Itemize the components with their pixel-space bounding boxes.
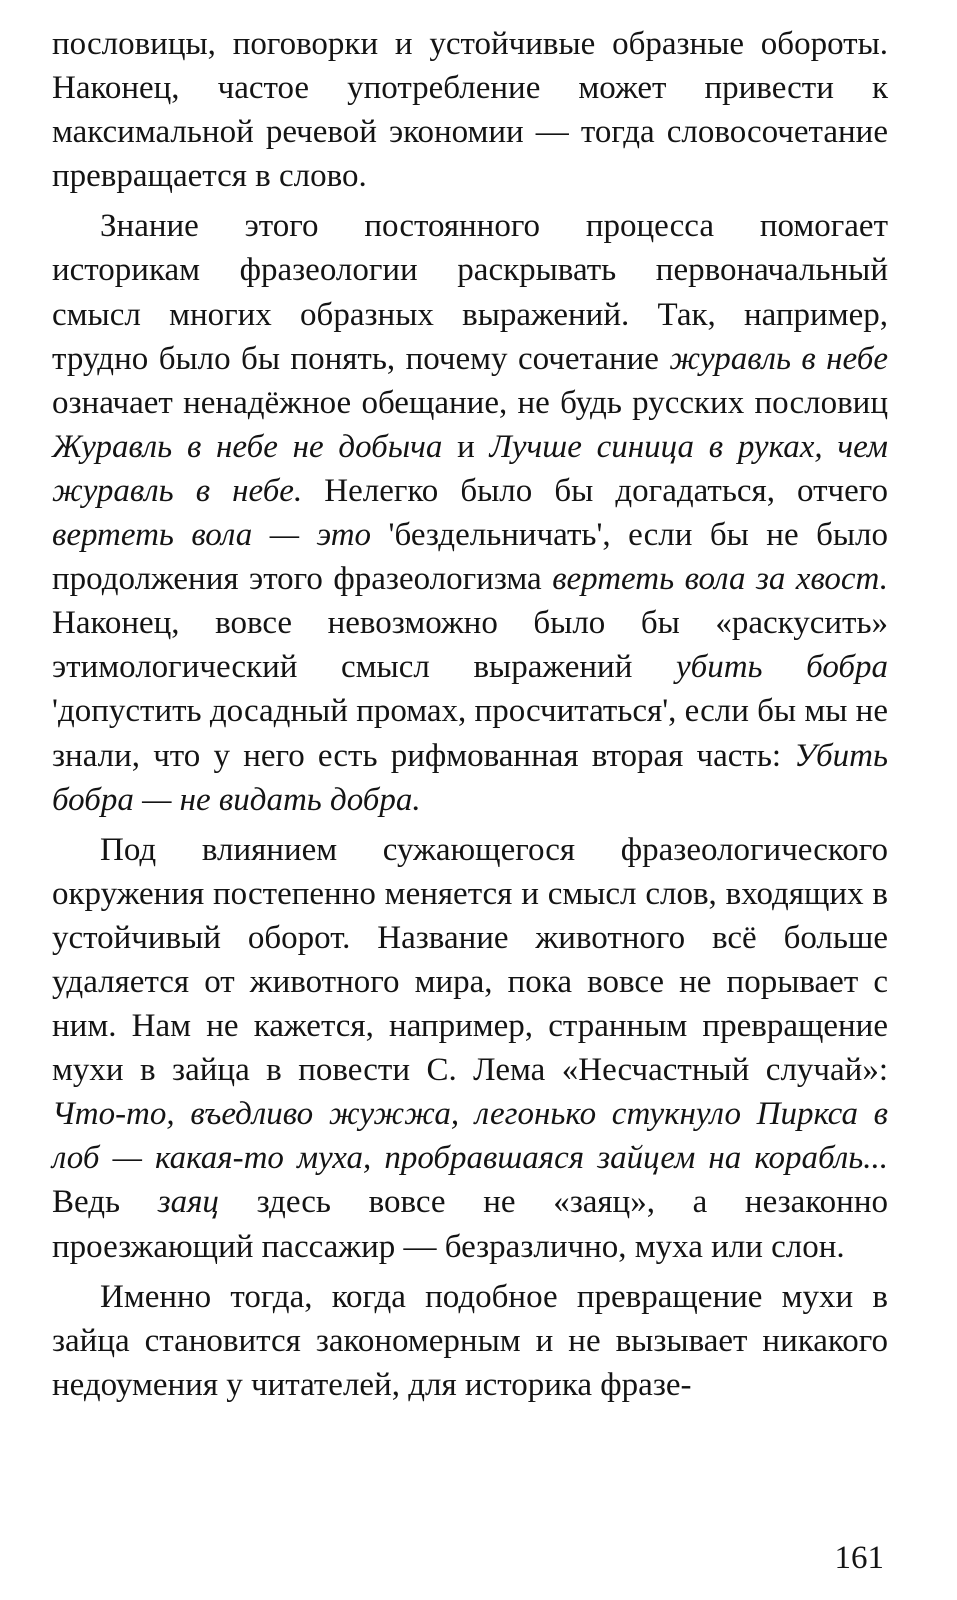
page-number: 161: [834, 1540, 884, 1576]
paragraph-2: [52, 204, 888, 821]
italic-phrase: Лучше синица в руках, чем журавль в небе.: [52, 428, 888, 509]
italic-phrase: вертеть вола — это: [52, 517, 372, 554]
text-segment: пословицы, поговорки и устойчивые образные обороты. Наконец, частое употребление может привести к максимальной речевой экономии — тогда словосочетание превращается в слово.: [52, 26, 888, 195]
page-body: [52, 22, 888, 1413]
italic-phrase: Журавль в небе не добыча: [52, 428, 443, 465]
paragraph-3: [52, 828, 888, 1269]
text-segment: и: [442, 428, 490, 465]
text-segment: 'допустить досадный промах, просчитаться', если бы мы не знали, что у него есть рифмованная вторая часть:: [52, 693, 888, 774]
italic-phrase: журавль в небе: [669, 340, 889, 377]
italic-phrase: заяц: [157, 1184, 219, 1221]
text-segment: Знание этого постоянного процесса помогает историкам фразеологии раскрывать первоначальный смысл многих образных выражений. Так, например, трудно было бы понять, почему сочетание: [52, 208, 888, 377]
text-segment: Ведь: [52, 1184, 158, 1221]
text-segment: означает ненадёжное обещание, не будь русских пословиц: [52, 384, 888, 421]
paragraph-1: [52, 22, 888, 198]
italic-phrase: Убить бобра — не видать добра.: [52, 737, 888, 818]
text-segment: Нелегко было бы догадаться, отчего: [302, 472, 888, 509]
text-segment: здесь вовсе не «заяц», а незаконно проезжающий пассажир — безразлично, муха или слон.: [52, 1184, 888, 1265]
italic-phrase: Что-то, въедливо жужжа, легонько стукнуло Пиркса в лоб — какая-то муха, пробравшаяся зайцем на корабль...: [52, 1096, 888, 1177]
text-segment: Наконец, вовсе невозможно было бы «раскусить» этимологический смысл выражений: [52, 605, 888, 686]
italic-phrase: убить бобра: [675, 649, 888, 686]
italic-phrase: вертеть вола за хвост.: [552, 561, 888, 598]
paragraph-4: [52, 1275, 888, 1407]
text-segment: Под влиянием сужающегося фразеологического окружения постепенно меняется и смысл слов, входящих в устойчивый оборот. Название животного всё больше удаляется от животного мира, пока вовсе не порывает с ним. Нам не кажется, например, странным превращение мухи в зайца в повести С. Лема «Несчастный случай»:: [52, 831, 888, 1089]
text-segment: Именно тогда, когда подобное превращение мухи в зайца становится закономерным и не вызывает никакого недоумения у читателей, для историка фразе-: [52, 1278, 888, 1403]
text-segment: 'бездельничать', если бы не было продолжения этого фразеологизма: [52, 517, 888, 598]
